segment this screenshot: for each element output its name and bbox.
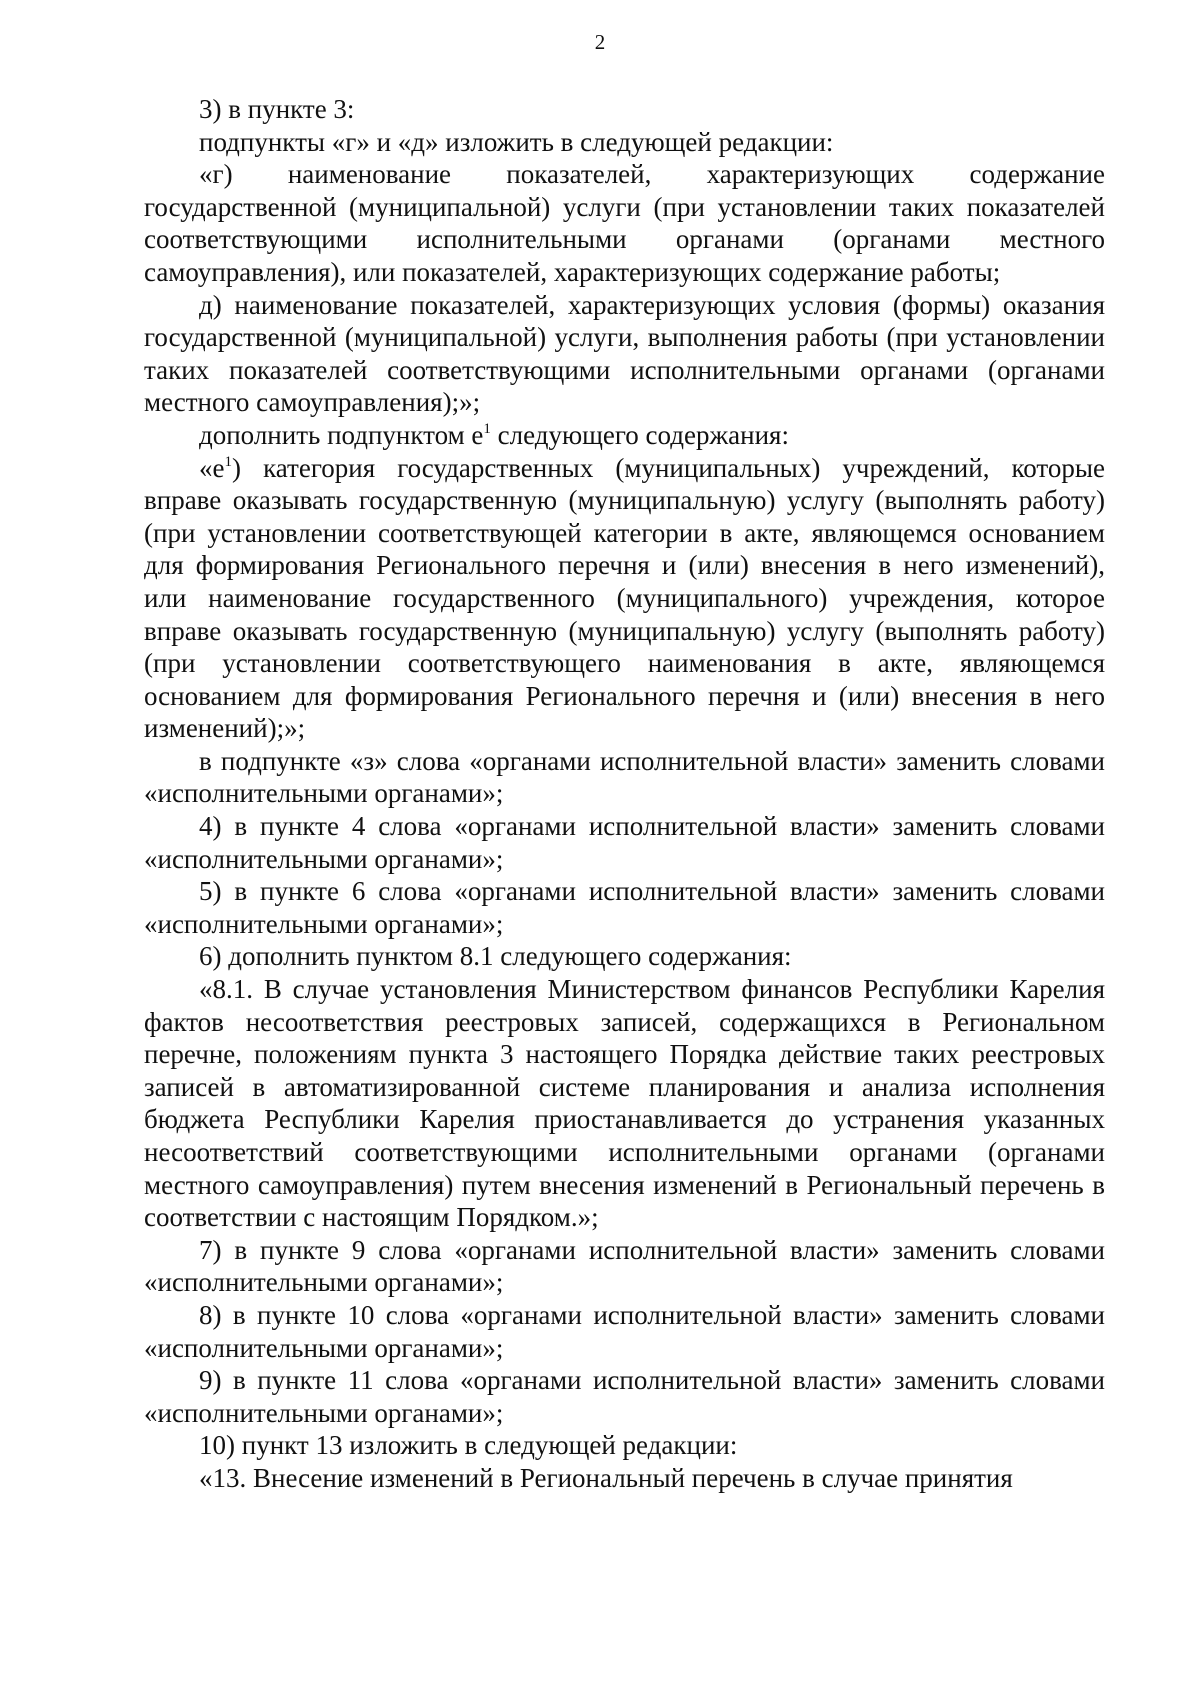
paragraph-add-subitem-e1: [144, 419, 1105, 452]
paragraph-subitem-z: в подпункте «з» слова «органами исполнительной власти» заменить словами «исполнительными органами»;: [144, 745, 1105, 809]
paragraph-item-4: 4) в пункте 4 слова «органами исполнительной власти» заменить словами «исполнительными органами»;: [144, 811, 1105, 874]
superscript: 1: [483, 420, 491, 437]
paragraph-item-13: «13. Внесение изменений в Региональный перечень в случае принятия: [199, 1462, 1013, 1493]
paragraph-item-7: 7) в пункте 9 слова «органами исполнительной власти» заменить словами «исполнительными органами»;: [144, 1234, 1105, 1298]
document-body: [144, 93, 1105, 1495]
paragraph-item-8: 8) в пункте 10 слова «органами исполнительной власти» заменить словами «исполнительными органами»;: [144, 1299, 1105, 1363]
paragraph-subitem-d: д) наименование показателей, характеризующих условия (формы) оказания государственной (муниципальной) услуги, выполнения работы (при установлении таких показателей соответствующими исполнительными органами (органами местного самоуправления);»;: [144, 289, 1105, 418]
paragraph-subitem-e1: [144, 452, 1105, 745]
paragraph-item-9: 9) в пункте 11 слова «органами исполнительной власти» заменить словами «исполнительными органами»;: [144, 1365, 1105, 1428]
paragraph-subitem-g: «г) наименование показателей, характеризующих содержание государственной (муниципальной) услуги (при установлении таких показателей соответствующими исполнительными органами (органами местного самоуправления), или показателей, характеризующих содержание работы;: [144, 159, 1105, 287]
paragraph-text: следующего содержания:: [490, 419, 789, 450]
paragraph-item-3: 3) в пункте 3:: [199, 94, 355, 124]
paragraph-item-6: 6) дополнить пунктом 8.1 следующего содержания:: [199, 941, 792, 972]
paragraph-item-5: 5) в пункте 6 слова «органами исполнительной власти» заменить словами «исполнительными органами»;: [144, 876, 1105, 939]
paragraph-text: «е: [199, 452, 225, 483]
paragraph-text: ) категория государственных (муниципальных) учреждений, которые вправе оказывать государственную (муниципальную) услугу (выполнять работу) (при установлении соответствующей категории в акте, являющемся основанием для формирования Регионального перечня и (или) внесения в него изменений), или наименование государственного (муниципального) учреждения, которое вправе оказывать государственную (муниципальную) услугу (выполнять работу) (при установлении соответствующего наименования в акте, являющемся основанием для формирования Регионального перечня и (или) внесения в него изменений);»;: [144, 452, 1105, 744]
page-number: 2: [594, 30, 606, 54]
paragraph-item-10: 10) пункт 13 изложить в следующей редакции:: [199, 1430, 738, 1461]
paragraph-text: дополнить подпунктом е: [199, 419, 484, 450]
superscript: 1: [224, 453, 232, 470]
paragraph-item-8-1: «8.1. В случае установления Министерством финансов Республики Карелия фактов несоответствия реестровых записей, содержащихся в Региональном перечне, положениям пункта 3 настоящего Порядка действие таких реестровых записей в автоматизированной системе планирования и анализа исполнения бюджета Республики Карелия приостанавливается до устранения указанных несоответствий соответствующими исполнительными органами (органами местного самоуправления) путем внесения изменений в Региональный перечень в соответствии с настоящим Порядком.»;: [144, 974, 1105, 1233]
paragraph-subitems-g-d: подпункты «г» и «д» изложить в следующей редакции:: [199, 126, 834, 157]
